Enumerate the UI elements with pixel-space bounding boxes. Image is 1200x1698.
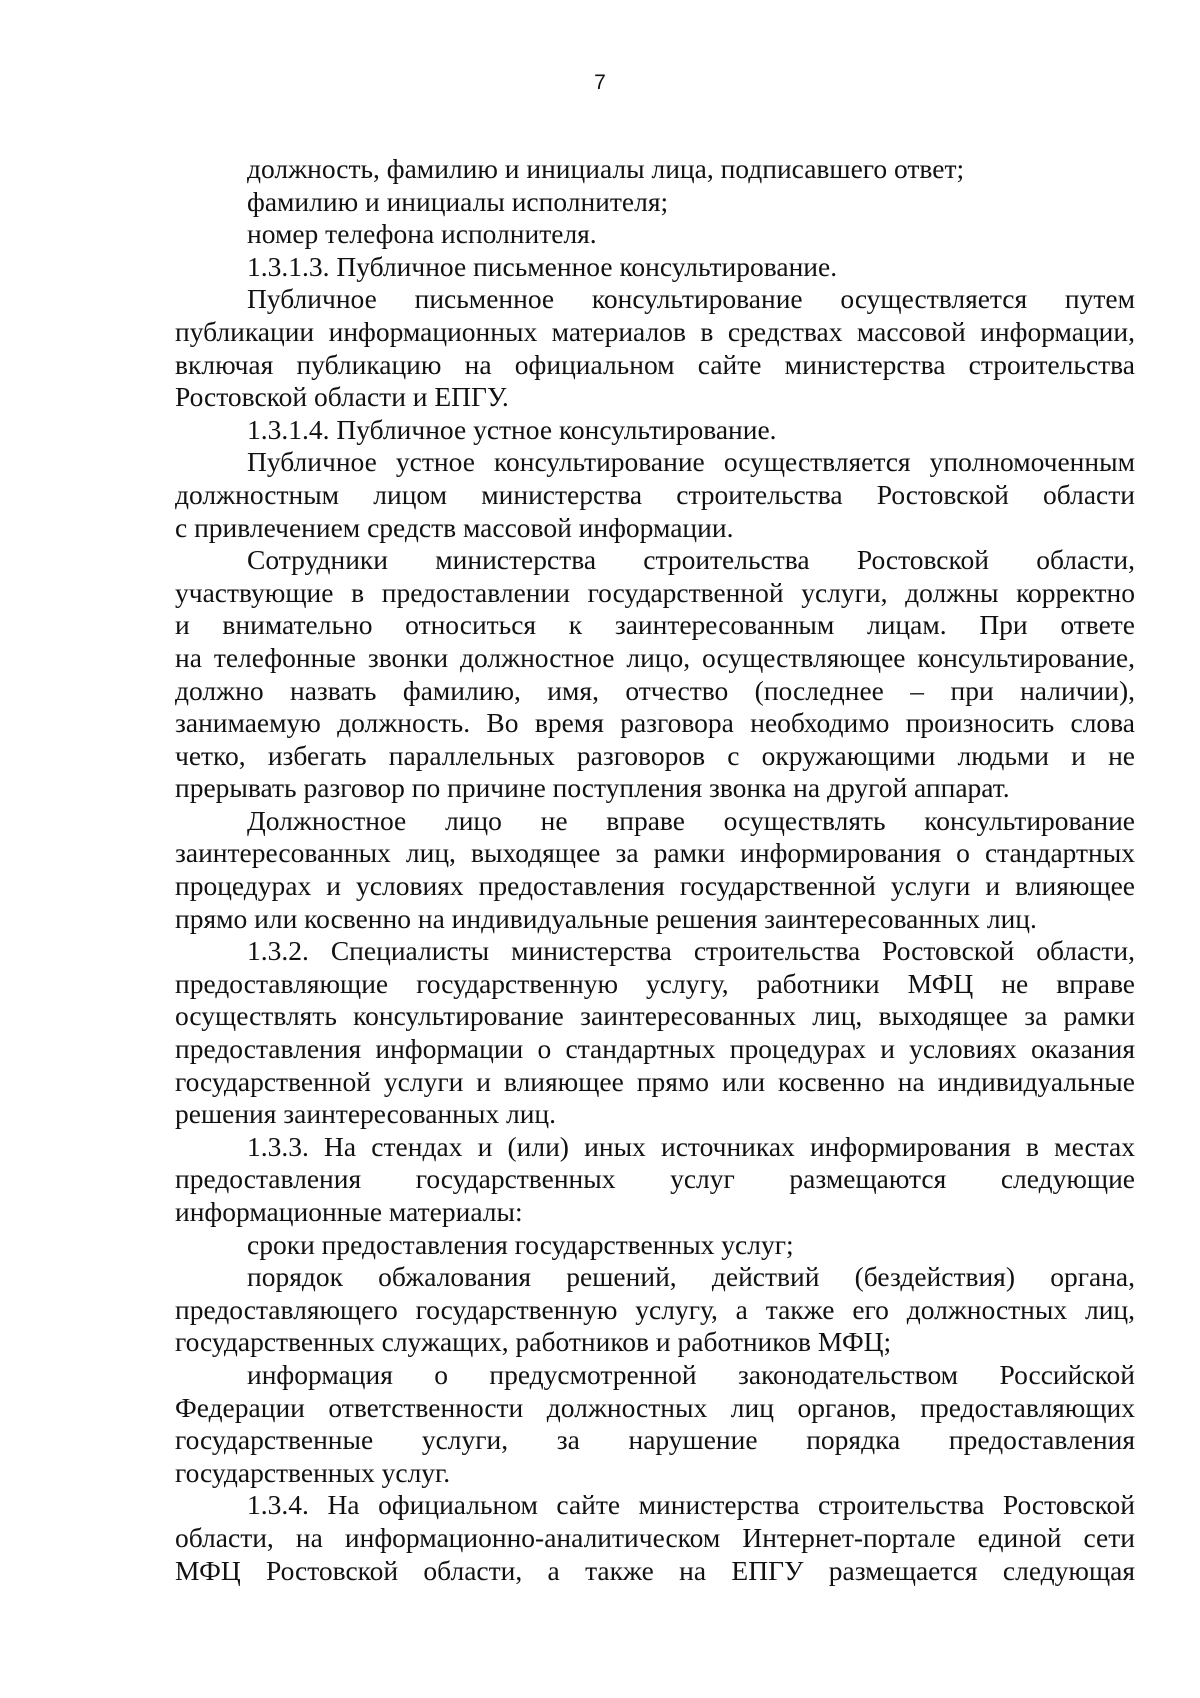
- text-line: с привлечением средств массовой информации.: [175, 511, 734, 543]
- text-line: информация о предусмотренной законодательством Российской: [247, 1358, 1135, 1390]
- text-line: 1.3.2. Специалисты министерства строительства Ростовской области,: [247, 935, 1135, 967]
- text-line: государственных услуг.: [175, 1456, 451, 1488]
- text-line: на телефонные звонки должностное лицо, осуществляющее консультирование,: [175, 641, 1135, 673]
- text-line: Должностное лицо не вправе осуществлять консультирование: [247, 804, 1135, 836]
- text-line: номер телефона исполнителя.: [247, 218, 597, 250]
- text-line: должностным лицом министерства строительства Ростовской области: [175, 478, 1135, 510]
- text-line: Ростовской области и ЕПГУ.: [175, 381, 509, 413]
- text-line: Федерации ответственности должностных лиц органов, предоставляющих: [175, 1391, 1135, 1423]
- text-line: порядок обжалования решений, действий (бездействия) органа,: [247, 1261, 1135, 1293]
- text-line: осуществлять консультирование заинтересованных лиц, выходящее за рамки: [175, 1000, 1135, 1032]
- text-line: 1.3.4. На официальном сайте министерства строительства Ростовской: [247, 1489, 1135, 1521]
- text-line: предоставления государственных услуг размещаются следующие: [175, 1163, 1135, 1195]
- text-line: информационные материалы:: [175, 1196, 523, 1227]
- text-line: публикации информационных материалов в средствах массовой информации,: [175, 315, 1135, 347]
- text-line: четко, избегать параллельных разговоров с окружающими людьми и не: [175, 739, 1135, 771]
- document-body: [175, 153, 1135, 1587]
- text-line: прерывать разговор по причине поступления звонка на другой аппарат.: [175, 772, 1010, 804]
- text-line: 1.3.3. На стендах и (или) иных источниках информирования в местах: [247, 1130, 1135, 1162]
- text-line: и внимательно относиться к заинтересованным лицам. При ответе: [175, 609, 1135, 641]
- text-line: Публичное письменное консультирование осуществляется путем: [247, 283, 1135, 315]
- text-line: заинтересованных лиц, выходящее за рамки информирования о стандартных: [175, 837, 1135, 869]
- text-line: 1.3.1.3. Публичное письменное консультирование.: [247, 250, 838, 282]
- text-line: решения заинтересованных лиц.: [175, 1098, 557, 1130]
- page-number: 7: [594, 71, 606, 94]
- text-line: государственных служащих, работников и работников МФЦ;: [175, 1326, 892, 1358]
- text-line: участвующие в предоставлении государственной услуги, должны корректно: [175, 576, 1135, 608]
- text-line: включая публикацию на официальном сайте министерства строительства: [175, 348, 1135, 380]
- text-line: сроки предоставления государственных услуг;: [247, 1228, 794, 1260]
- text-line: должно назвать фамилию, имя, отчество (последнее – при наличии),: [175, 674, 1135, 706]
- text-line: государственной услуги и влияющее прямо или косвенно на индивидуальные: [175, 1065, 1135, 1097]
- text-line: должность, фамилию и инициалы лица, подписавшего ответ;: [247, 153, 965, 184]
- text-line: МФЦ Ростовской области, а также на ЕПГУ размещается следующая: [175, 1554, 1135, 1586]
- text-line: предоставляющие государственную услугу, работники МФЦ не вправе: [175, 967, 1135, 999]
- text-line: прямо или косвенно на индивидуальные решения заинтересованных лиц.: [175, 902, 1037, 934]
- text-line: занимаемую должность. Во время разговора необходимо произносить слова: [175, 707, 1135, 739]
- text-line: области, на информационно-аналитическом Интернет-портале единой сети: [175, 1521, 1135, 1553]
- text-line: предоставления информации о стандартных процедурах и условиях оказания: [175, 1033, 1135, 1065]
- text-line: Сотрудники министерства строительства Ростовской области,: [247, 544, 1135, 576]
- text-line: предоставляющего государственную услугу, а также его должностных лиц,: [175, 1293, 1135, 1325]
- text-line: 1.3.1.4. Публичное устное консультирование.: [247, 413, 777, 445]
- text-line: государственные услуги, за нарушение порядка предоставления: [175, 1424, 1135, 1456]
- text-line: процедурах и условиях предоставления государственной услуги и влияющее: [175, 870, 1135, 902]
- text-line: Публичное устное консультирование осуществляется уполномоченным: [247, 446, 1135, 478]
- text-line: фамилию и инициалы исполнителя;: [247, 185, 669, 217]
